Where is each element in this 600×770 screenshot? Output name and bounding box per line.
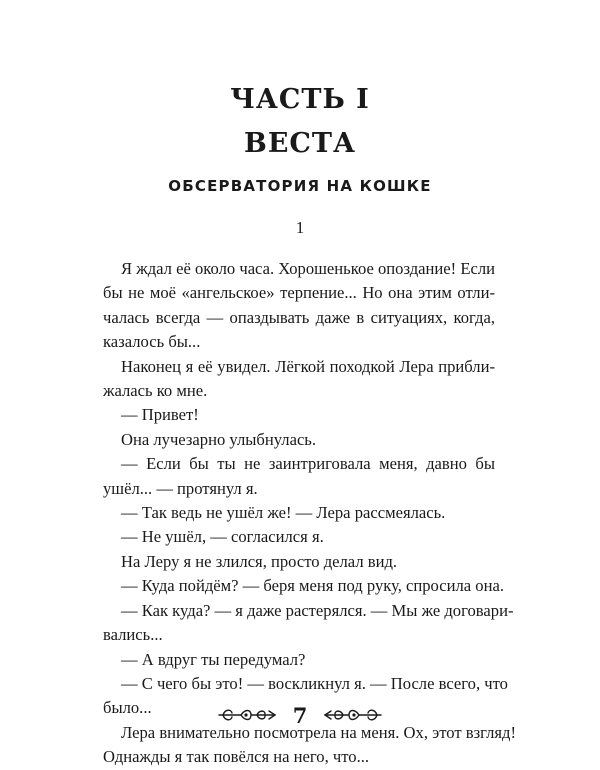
text-line: чалась всегда — опаздывать даже в ситуациях, когда, [103, 307, 495, 327]
text-line: Наконец я её увидел. Лёгкой походкой Лера прибли- [121, 356, 495, 376]
text-line: вались... [103, 625, 163, 645]
text-line: — Как куда? — я даже растерялся. — Мы же договари- [121, 600, 514, 620]
text-line: — Так ведь не ушёл же! — Лера рассмеялась. [121, 503, 446, 523]
chapter-title: ОБСЕРВАТОРИЯ НА КОШКЕ [168, 177, 432, 195]
ornament-icon [321, 706, 383, 724]
text-line: жалась ко мне. [103, 381, 208, 401]
text-line: — Привет! [121, 405, 199, 425]
text-line: — Если бы ты не заинтриговала меня, давно бы [121, 454, 495, 474]
ornament-icon [217, 706, 279, 724]
section-number: 1 [295, 218, 305, 237]
page-footer [0, 700, 600, 730]
text-line: Она лучезарно улыбнулась. [121, 429, 317, 449]
text-line: Однажды я так повёлся на него, что... [103, 747, 370, 767]
text-line: — С чего бы это! — воскликнул я. — После всего, что [121, 673, 508, 693]
text-line: ушёл... — протянул я. [103, 478, 258, 498]
part-name: ВЕСТА [244, 128, 356, 159]
page-number: 7 [292, 702, 308, 728]
part-title: ЧАСТЬ I [230, 84, 370, 115]
text-line: было... [103, 698, 152, 718]
text-line: казалось бы... [103, 332, 201, 352]
text-line: бы не моё «ангельское» терпение... Но она этим отли- [103, 283, 495, 303]
text-line: — А вдруг ты передумал? [121, 649, 306, 669]
text-line: Лера внимательно посмотрела на меня. Ох, этот взгляд! [121, 722, 516, 742]
text-line: На Леру я не злился, просто делал вид. [121, 551, 398, 571]
text-line: Я ждал её около часа. Хорошенькое опоздание! Если [121, 259, 495, 278]
body-text [103, 257, 516, 770]
text-line: — Куда пойдём? — беря меня под руку, спросила она. [121, 576, 504, 596]
text-line: — Не ушёл, — согласился я. [121, 527, 324, 547]
